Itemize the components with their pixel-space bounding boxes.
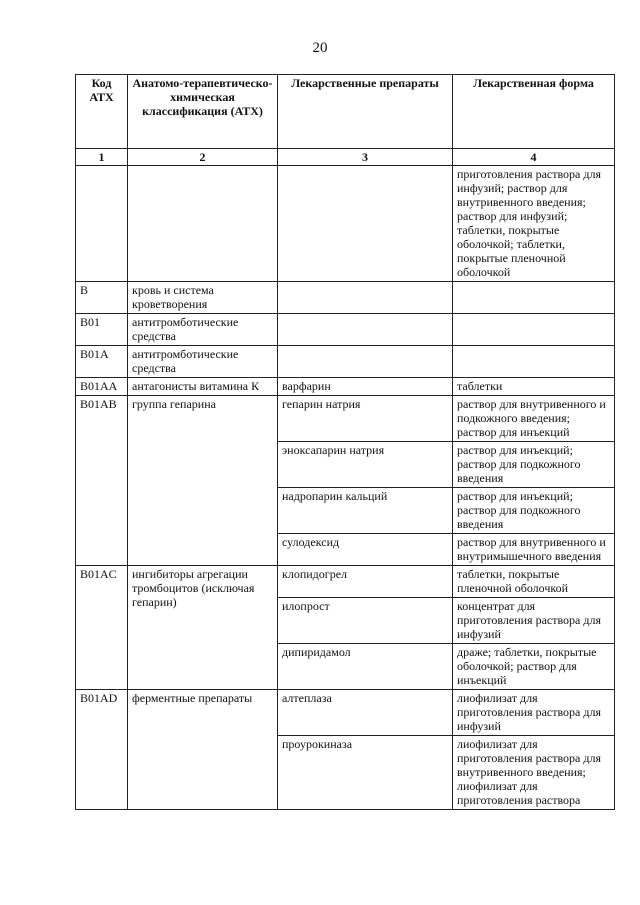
drug-cell: сулодексид — [278, 534, 453, 566]
form-cell: раствор для инъекций; раствор для подкожного введения — [453, 442, 615, 488]
code-cell: B — [76, 282, 128, 314]
class-cell — [128, 166, 278, 282]
code-cell: B01AC — [76, 566, 128, 690]
table-row — [76, 378, 615, 396]
form-cell: лиофилизат для приготовления раствора для внутривенного введения; лиофилизат для приготовления раствора — [453, 736, 615, 810]
form-cell: лиофилизат для приготовления раствора для инфузий — [453, 690, 615, 736]
form-cell — [453, 346, 615, 378]
column-number-row — [76, 149, 615, 166]
column-number: 1 — [76, 149, 128, 166]
code-cell — [76, 166, 128, 282]
form-cell: драже; таблетки, покрытые оболочкой; раствор для инъекций — [453, 644, 615, 690]
form-cell — [453, 314, 615, 346]
class-cell: группа гепарина — [128, 396, 278, 566]
class-cell: антитромботические средства — [128, 346, 278, 378]
drug-cell: варфарин — [278, 378, 453, 396]
table-row — [76, 690, 615, 736]
table-row — [76, 282, 615, 314]
table-row — [76, 166, 615, 282]
header-code: Код АТХ — [76, 75, 128, 149]
table-row — [76, 314, 615, 346]
code-cell: B01AD — [76, 690, 128, 810]
drug-cell: проурокиназа — [278, 736, 453, 810]
drug-cell: гепарин натрия — [278, 396, 453, 442]
page-number: 20 — [312, 40, 328, 56]
drug-cell — [278, 166, 453, 282]
atc-table — [75, 74, 615, 810]
column-number: 4 — [453, 149, 615, 166]
form-cell: раствор для внутривенного и подкожного введения; раствор для инъекций — [453, 396, 615, 442]
header-row — [76, 75, 615, 149]
drug-cell: дипиридамол — [278, 644, 453, 690]
class-cell: антагонисты витамина К — [128, 378, 278, 396]
header-classification: Анатомо-терапевтическо-химическая классификация (АТХ) — [128, 75, 278, 149]
code-cell: B01A — [76, 346, 128, 378]
class-cell: антитромботические средства — [128, 314, 278, 346]
table-row — [76, 346, 615, 378]
form-cell: таблетки — [453, 378, 615, 396]
form-cell: приготовления раствора для инфузий; раствор для внутривенного введения; раствор для инфузий; таблетки, покрытые оболочкой; таблетки, покрытые пленочной оболочкой — [453, 166, 615, 282]
table-row — [76, 396, 615, 442]
class-cell: ингибиторы агрегации тромбоцитов (исключая гепарин) — [128, 566, 278, 690]
header-form: Лекарственная форма — [453, 75, 615, 149]
form-cell: раствор для инъекций; раствор для подкожного введения — [453, 488, 615, 534]
table-row — [76, 566, 615, 598]
column-number: 3 — [278, 149, 453, 166]
drug-cell: клопидогрел — [278, 566, 453, 598]
drug-cell: надропарин кальций — [278, 488, 453, 534]
drug-cell — [278, 282, 453, 314]
form-cell — [453, 282, 615, 314]
class-cell: кровь и система кроветворения — [128, 282, 278, 314]
form-cell: концентрат для приготовления раствора для инфузий — [453, 598, 615, 644]
code-cell: B01 — [76, 314, 128, 346]
column-number: 2 — [128, 149, 278, 166]
drug-cell: алтеплаза — [278, 690, 453, 736]
drug-cell: эноксапарин натрия — [278, 442, 453, 488]
code-cell: B01AA — [76, 378, 128, 396]
code-cell: B01AB — [76, 396, 128, 566]
form-cell: таблетки, покрытые пленочной оболочкой — [453, 566, 615, 598]
drug-cell — [278, 346, 453, 378]
class-cell: ферментные препараты — [128, 690, 278, 810]
drug-cell — [278, 314, 453, 346]
form-cell: раствор для внутривенного и внутримышечного введения — [453, 534, 615, 566]
drug-cell: илопрост — [278, 598, 453, 644]
header-drugs: Лекарственные препараты — [278, 75, 453, 149]
